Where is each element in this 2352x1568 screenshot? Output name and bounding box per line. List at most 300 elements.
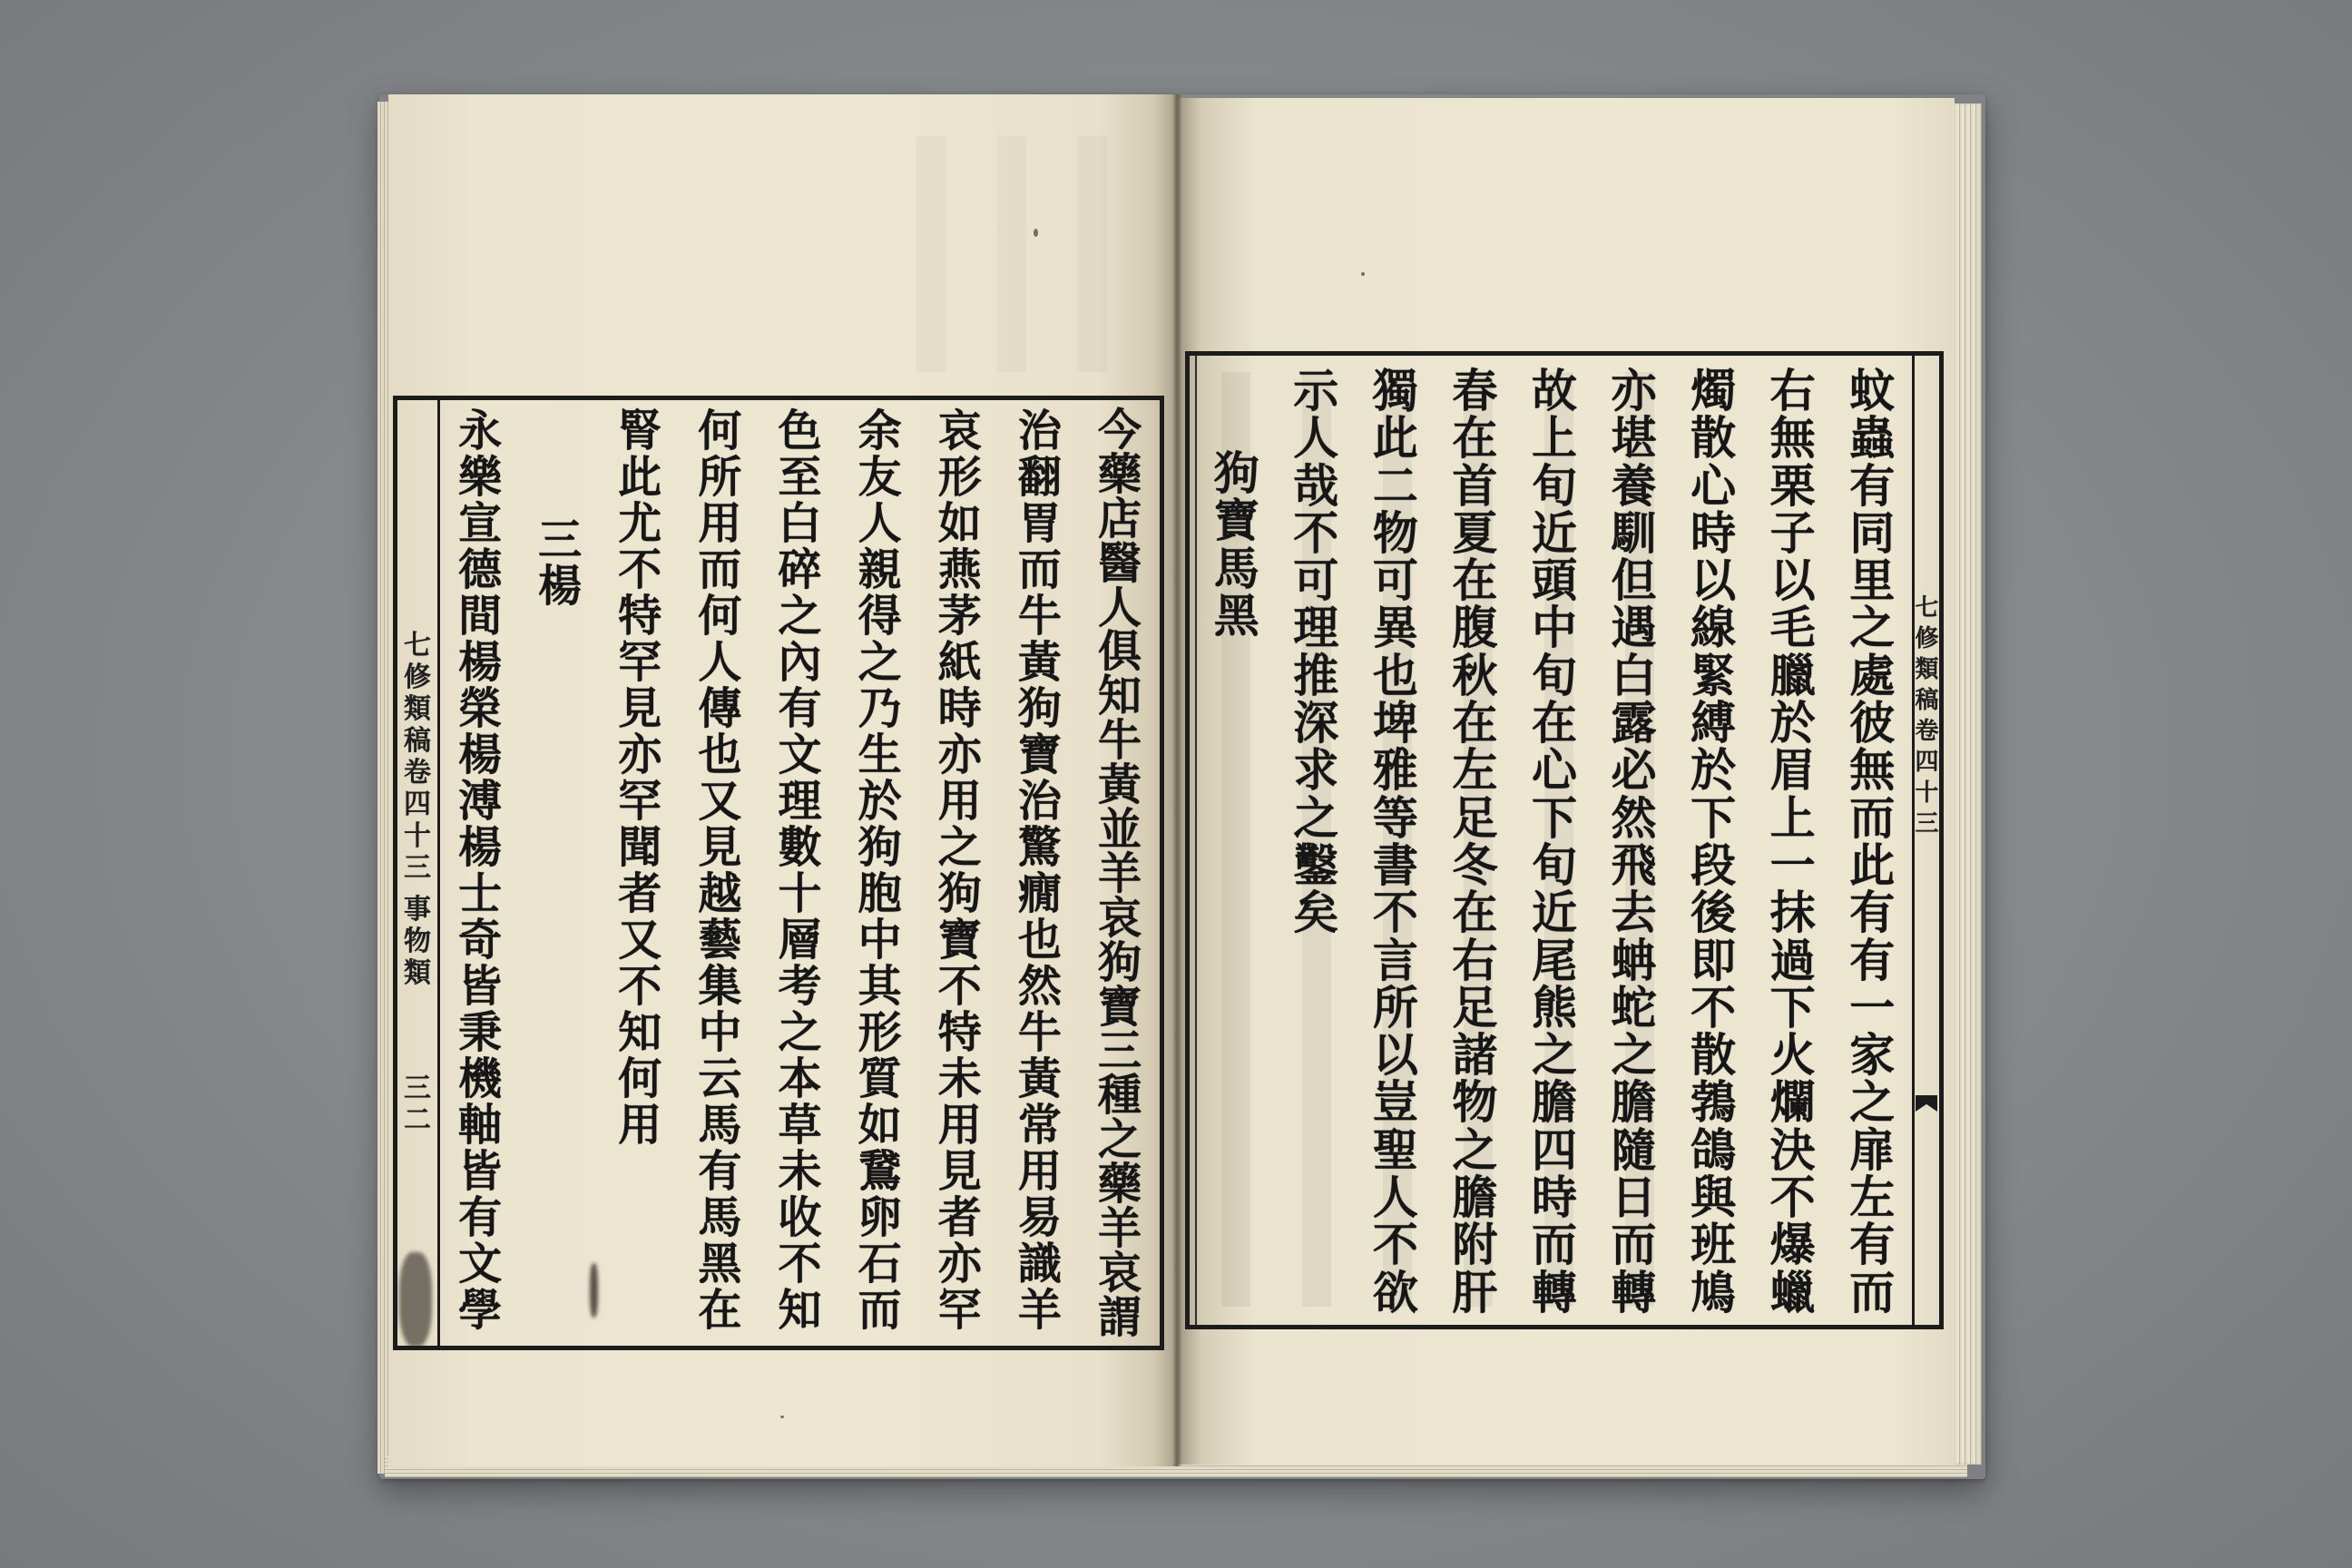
glyph: 不 <box>618 961 662 1012</box>
glyph: 有 <box>1849 933 1896 987</box>
glyph: 旬 <box>1531 838 1577 892</box>
glyph: 余 <box>858 406 902 456</box>
glyph: 人 <box>1372 1171 1418 1225</box>
glyph: 緊 <box>1690 648 1737 702</box>
glyph: 時 <box>937 683 982 734</box>
glyph: 所 <box>698 452 742 503</box>
glyph: 如 <box>937 498 982 549</box>
glyph: 鳩 <box>1690 1265 1737 1319</box>
glyph: 黃 <box>1017 637 1062 688</box>
glyph: 狗 <box>1017 683 1062 734</box>
glyph: 牛 <box>1017 1007 1062 1058</box>
glyph: 楊 <box>458 637 503 688</box>
glyph: 稿 <box>404 725 431 757</box>
glyph: 人 <box>698 637 742 688</box>
glyph: 今 <box>1097 405 1142 456</box>
glyph: 形 <box>858 1007 902 1058</box>
glyph: 不 <box>937 961 982 1012</box>
glyph: 熊 <box>1531 980 1577 1034</box>
glyph: 云 <box>698 1054 742 1104</box>
glyph: 有 <box>458 1192 503 1243</box>
glyph: 知 <box>618 1007 662 1058</box>
glyph: 見 <box>937 1146 982 1197</box>
glyph: 腎 <box>618 406 662 456</box>
glyph: 欲 <box>1372 1265 1418 1319</box>
glyph: 蛇 <box>1611 980 1657 1034</box>
book-gutter <box>1172 94 1181 1466</box>
glyph: 物 <box>1452 1075 1498 1130</box>
glyph: 常 <box>1017 1100 1062 1151</box>
glyph: 俱 <box>1097 626 1142 678</box>
glyph: 皆 <box>458 1146 503 1197</box>
glyph: 二 <box>404 1104 431 1136</box>
glyph: 尾 <box>1531 933 1577 987</box>
glyph: 有 <box>1849 458 1896 513</box>
folio-number <box>397 1073 437 1138</box>
glyph: 碎 <box>778 544 822 595</box>
glyph: 抹 <box>1769 886 1816 940</box>
glyph: 狗 <box>1097 936 1142 988</box>
glyph: 哀 <box>1097 1247 1142 1298</box>
glyph: 有 <box>698 1146 742 1197</box>
glyph: 於 <box>1690 743 1737 798</box>
glyph: 牛 <box>1017 591 1062 642</box>
glyph: 深 <box>1293 696 1339 750</box>
glyph: 之 <box>1097 1114 1142 1166</box>
glyph: 考 <box>778 961 822 1012</box>
glyph: 亦 <box>937 730 982 780</box>
glyph: 諸 <box>1452 1028 1498 1083</box>
glyph: 何 <box>618 1054 662 1104</box>
glyph: 蠟 <box>1769 1265 1816 1319</box>
glyph: 左 <box>1849 1171 1896 1225</box>
glyph: 藝 <box>698 915 742 965</box>
glyph: 在 <box>1531 696 1577 750</box>
glyph: 蚊 <box>1849 364 1896 417</box>
glyph: 癇 <box>1017 868 1062 919</box>
text-column <box>1080 400 1160 1346</box>
glyph: 越 <box>698 868 742 919</box>
glyph: 在 <box>1452 886 1498 940</box>
glyph: 上 <box>1531 411 1577 466</box>
glyph: 理 <box>1293 601 1339 655</box>
glyph: 必 <box>1611 743 1657 798</box>
glyph: 然 <box>1611 790 1657 845</box>
glyph: 於 <box>1769 696 1816 750</box>
glyph: 馬 <box>698 1192 742 1243</box>
glyph: 亦 <box>1611 364 1657 417</box>
glyph: 宣 <box>458 498 503 549</box>
glyph: 數 <box>778 822 822 873</box>
left-text-block <box>393 396 1164 1350</box>
glyph: 也 <box>1372 648 1418 702</box>
glyph: 知 <box>1097 671 1142 722</box>
glyph: 形 <box>937 452 982 503</box>
glyph: 事 <box>404 894 431 926</box>
glyph: 所 <box>1372 980 1418 1034</box>
glyph: 牛 <box>1097 715 1142 767</box>
glyph: 也 <box>698 730 742 780</box>
glyph: 間 <box>458 591 503 642</box>
glyph: 四 <box>1531 1122 1577 1177</box>
glyph: 易 <box>1017 1192 1062 1243</box>
glyph: 士 <box>458 868 503 919</box>
glyph: 類 <box>404 957 431 989</box>
glyph: 去 <box>1611 886 1657 940</box>
glyph: 學 <box>458 1285 503 1336</box>
glyph: 有 <box>778 683 822 734</box>
glyph: 異 <box>1372 601 1418 655</box>
glyph: 時 <box>1690 505 1737 560</box>
glyph: 類 <box>404 693 431 725</box>
glyph: 哉 <box>1293 458 1339 513</box>
glyph: 眉 <box>1769 743 1816 798</box>
glyph: 軸 <box>458 1100 503 1151</box>
glyph: 不 <box>618 544 662 595</box>
glyph: 楊 <box>458 730 503 780</box>
glyph: 無 <box>1849 743 1896 798</box>
glyph: 但 <box>1611 554 1657 608</box>
glyph: 散 <box>1690 1028 1737 1083</box>
glyph: 樂 <box>458 452 503 503</box>
glyph: 何 <box>698 591 742 642</box>
glyph: 一 <box>1769 838 1816 892</box>
glyph: 不 <box>1690 980 1737 1034</box>
glyph: 特 <box>618 591 662 642</box>
glyph: 羊 <box>1097 1203 1142 1255</box>
glyph: 人 <box>858 498 902 549</box>
glyph: 冬 <box>1452 838 1498 892</box>
glyph: 膽 <box>1452 1171 1498 1225</box>
glyph: 不 <box>1769 1171 1816 1225</box>
glyph: 茅 <box>937 591 982 642</box>
glyph: 家 <box>1849 1028 1896 1083</box>
glyph: 罕 <box>618 637 662 688</box>
glyph: 扉 <box>1849 1122 1896 1177</box>
glyph: 示 <box>1293 364 1339 417</box>
glyph: 旬 <box>1531 648 1577 702</box>
glyph: 不 <box>1372 1218 1418 1272</box>
paper-speck <box>780 1416 784 1418</box>
glyph: 雅 <box>1372 743 1418 798</box>
paper-speck <box>1034 229 1038 237</box>
glyph: 黑 <box>698 1239 742 1289</box>
glyph: 楊 <box>458 822 503 873</box>
glyph: 用 <box>698 498 742 549</box>
text-column <box>1753 356 1833 1325</box>
glyph: 寶 <box>1097 981 1142 1033</box>
glyph: 罕 <box>618 776 662 827</box>
glyph: 露 <box>1611 696 1657 750</box>
glyph: 黑 <box>1213 588 1259 642</box>
glyph: 班 <box>1690 1218 1737 1272</box>
ink-smudge <box>399 1252 432 1347</box>
glyph: 類 <box>1915 656 1939 683</box>
glyph: 肝 <box>1452 1265 1498 1319</box>
glyph: 稿 <box>1915 687 1939 714</box>
glyph: 特 <box>937 1007 982 1058</box>
ink-smudge <box>590 1263 598 1318</box>
glyph: 之 <box>1611 1028 1657 1083</box>
glyph: 之 <box>937 822 982 873</box>
glyph: 言 <box>1372 933 1418 987</box>
text-column <box>600 400 680 1346</box>
glyph: 聞 <box>618 822 662 873</box>
glyph: 至 <box>778 452 822 503</box>
glyph: 而 <box>1531 1218 1577 1272</box>
glyph: 馬 <box>1213 541 1259 595</box>
glyph: 足 <box>1452 790 1498 845</box>
glyph: 羊 <box>1017 1285 1062 1336</box>
text-column <box>1594 356 1674 1325</box>
glyph: 七 <box>404 630 431 662</box>
glyph: 右 <box>1452 933 1498 987</box>
glyph: 之 <box>1849 601 1896 655</box>
text-column <box>1832 356 1912 1325</box>
glyph: 哀 <box>1097 892 1142 944</box>
glyph: 膽 <box>1531 1075 1577 1130</box>
glyph: 有 <box>1849 886 1896 940</box>
glyph: 推 <box>1293 648 1339 702</box>
glyph: 以 <box>1372 1028 1418 1083</box>
glyph: 轉 <box>1531 1265 1577 1319</box>
glyph: 右 <box>1769 364 1816 417</box>
glyph: 一 <box>1849 980 1896 1034</box>
show-through-ink <box>889 136 1152 372</box>
glyph: 驚 <box>1017 822 1062 873</box>
glyph: 何 <box>698 406 742 456</box>
glyph: 三 <box>404 852 431 884</box>
glyph: 毛 <box>1769 601 1816 655</box>
glyph: 附 <box>1452 1218 1498 1272</box>
glyph: 石 <box>858 1239 902 1289</box>
glyph: 而 <box>1849 790 1896 845</box>
glyph: 決 <box>1769 1122 1816 1177</box>
glyph: 求 <box>1293 743 1339 798</box>
glyph: 乃 <box>858 683 902 734</box>
glyph: 亦 <box>937 1239 982 1289</box>
glyph: 尤 <box>618 498 662 549</box>
glyph: 卷 <box>1915 718 1939 745</box>
glyph: 春 <box>1452 364 1498 417</box>
glyph: 草 <box>778 1100 822 1151</box>
glyph: 馬 <box>698 1100 742 1151</box>
glyph: 此 <box>1849 838 1896 892</box>
paper-speck <box>1361 272 1365 276</box>
glyph: 不 <box>778 1239 822 1289</box>
glyph: 縛 <box>1690 696 1737 750</box>
glyph: 燕 <box>937 544 982 595</box>
glyph: 而 <box>1017 544 1062 595</box>
text-column <box>1514 356 1594 1325</box>
text-column <box>1000 400 1080 1346</box>
glyph: 爆 <box>1769 1218 1816 1272</box>
glyph: 而 <box>698 544 742 595</box>
glyph: 見 <box>698 822 742 873</box>
glyph: 機 <box>458 1054 503 1104</box>
glyph: 故 <box>1531 364 1577 417</box>
glyph: 修 <box>1915 625 1939 652</box>
glyph: 之 <box>778 591 822 642</box>
glyph: 而 <box>1611 1218 1657 1272</box>
glyph: 白 <box>1611 648 1657 702</box>
glyph: 哀 <box>937 406 982 456</box>
glyph: 未 <box>937 1054 982 1104</box>
glyph: 羊 <box>1097 848 1142 899</box>
glyph: 人 <box>1293 411 1339 466</box>
glyph: 日 <box>1611 1171 1657 1225</box>
glyph: 下 <box>1769 980 1816 1034</box>
glyph: 等 <box>1372 790 1418 845</box>
glyph: 內 <box>778 637 822 688</box>
banxin-title <box>1915 593 1939 851</box>
glyph: 寶 <box>1213 494 1259 548</box>
glyph: 鵓 <box>1690 1075 1737 1130</box>
glyph: 在 <box>1452 696 1498 750</box>
glyph: 燭 <box>1690 364 1737 417</box>
glyph: 胃 <box>1017 498 1062 549</box>
glyph: 四 <box>1915 749 1939 776</box>
glyph: 物 <box>1372 505 1418 560</box>
glyph: 子 <box>1769 505 1816 560</box>
glyph: 栗 <box>1769 458 1816 513</box>
glyph: 書 <box>1372 838 1418 892</box>
glyph: 心 <box>1690 458 1737 513</box>
glyph: 中 <box>698 1007 742 1058</box>
glyph: 治 <box>1017 406 1062 456</box>
glyph: 物 <box>404 926 431 957</box>
glyph: 膽 <box>1611 1075 1657 1130</box>
banxin-section <box>397 894 437 994</box>
glyph: 得 <box>858 591 902 642</box>
glyph: 狗 <box>858 822 902 873</box>
glyph: 修 <box>404 662 431 693</box>
glyph: 秋 <box>1452 648 1498 702</box>
glyph: 又 <box>618 915 662 965</box>
glyph: 近 <box>1531 505 1577 560</box>
glyph: 德 <box>458 544 503 595</box>
glyph: 即 <box>1690 933 1737 987</box>
glyph: 彼 <box>1849 696 1896 750</box>
glyph: 榮 <box>458 683 503 734</box>
text-column <box>1673 356 1753 1325</box>
glyph: 可 <box>1372 554 1418 608</box>
glyph: 人 <box>1097 582 1142 633</box>
glyph: 豈 <box>1372 1075 1418 1130</box>
glyph: 七 <box>1915 594 1939 622</box>
glyph: 三 <box>1915 810 1939 838</box>
glyph: 鑿 <box>1293 838 1339 892</box>
glyph: 二 <box>1372 458 1418 513</box>
glyph: 用 <box>937 776 982 827</box>
glyph: 用 <box>1017 1146 1062 1197</box>
glyph: 其 <box>858 961 902 1012</box>
glyph: 如 <box>858 1100 902 1151</box>
glyph: 遇 <box>1611 601 1657 655</box>
glyph: 皆 <box>458 961 503 1012</box>
glyph: 質 <box>858 1054 902 1104</box>
glyph: 見 <box>618 683 662 734</box>
glyph: 有 <box>1849 1218 1896 1272</box>
glyph: 者 <box>937 1192 982 1243</box>
glyph: 三 <box>1097 1025 1142 1077</box>
left-text-columns <box>440 400 1160 1346</box>
glyph: 藥 <box>1097 1159 1142 1210</box>
glyph: 馴 <box>1611 505 1657 560</box>
glyph: 狗 <box>937 868 982 919</box>
glyph: 心 <box>1531 743 1577 798</box>
glyph: 四 <box>404 789 431 820</box>
glyph: 於 <box>858 776 902 827</box>
text-column <box>440 400 520 1346</box>
glyph: 亦 <box>618 730 662 780</box>
glyph: 段 <box>1690 838 1737 892</box>
glyph: 奇 <box>458 915 503 965</box>
glyph: 而 <box>858 1285 902 1336</box>
glyph: 罕 <box>937 1285 982 1336</box>
glyph: 隨 <box>1611 1122 1657 1177</box>
glyph: 楊 <box>538 561 583 612</box>
glyph: 與 <box>1690 1171 1737 1225</box>
glyph: 十 <box>404 820 431 852</box>
glyph: 近 <box>1531 886 1577 940</box>
glyph: 處 <box>1849 648 1896 702</box>
glyph: 溥 <box>458 776 503 827</box>
entry-title <box>1197 356 1277 1325</box>
glyph: 後 <box>1690 886 1737 940</box>
glyph: 獨 <box>1372 364 1418 417</box>
glyph: 友 <box>858 452 902 503</box>
glyph: 寶 <box>937 915 982 965</box>
glyph: 之 <box>858 637 902 688</box>
glyph: 下 <box>1531 790 1577 845</box>
glyph: 以 <box>1769 554 1816 608</box>
entry-title <box>520 400 600 1346</box>
glyph: 十 <box>778 868 822 919</box>
glyph: 狗 <box>1213 446 1259 500</box>
glyph: 左 <box>1452 743 1498 798</box>
glyph: 治 <box>1017 776 1062 827</box>
glyph: 中 <box>858 915 902 965</box>
glyph: 此 <box>618 452 662 503</box>
glyph: 養 <box>1611 458 1657 513</box>
glyph: 三 <box>404 1073 431 1104</box>
glyph: 秉 <box>458 1007 503 1058</box>
glyph: 里 <box>1849 554 1896 608</box>
glyph: 在 <box>698 1285 742 1336</box>
glyph: 下 <box>1690 790 1737 845</box>
glyph: 之 <box>1293 790 1339 845</box>
glyph: 夏 <box>1452 505 1498 560</box>
glyph: 蚺 <box>1611 933 1657 987</box>
glyph: 卵 <box>858 1192 902 1243</box>
glyph: 臘 <box>1769 648 1816 702</box>
glyph: 轉 <box>1611 1265 1657 1319</box>
text-column <box>1356 356 1436 1325</box>
glyph: 此 <box>1372 411 1418 466</box>
glyph: 用 <box>618 1100 662 1151</box>
glyph: 三 <box>538 514 583 565</box>
glyph: 永 <box>458 406 503 456</box>
glyph: 識 <box>1017 1239 1062 1289</box>
glyph: 十 <box>1915 779 1939 807</box>
glyph: 卷 <box>404 757 431 789</box>
glyph: 散 <box>1690 411 1737 466</box>
glyph: 中 <box>1531 601 1577 655</box>
glyph: 之 <box>1531 1028 1577 1083</box>
glyph: 親 <box>858 544 902 595</box>
glyph: 鵞 <box>858 1146 902 1197</box>
